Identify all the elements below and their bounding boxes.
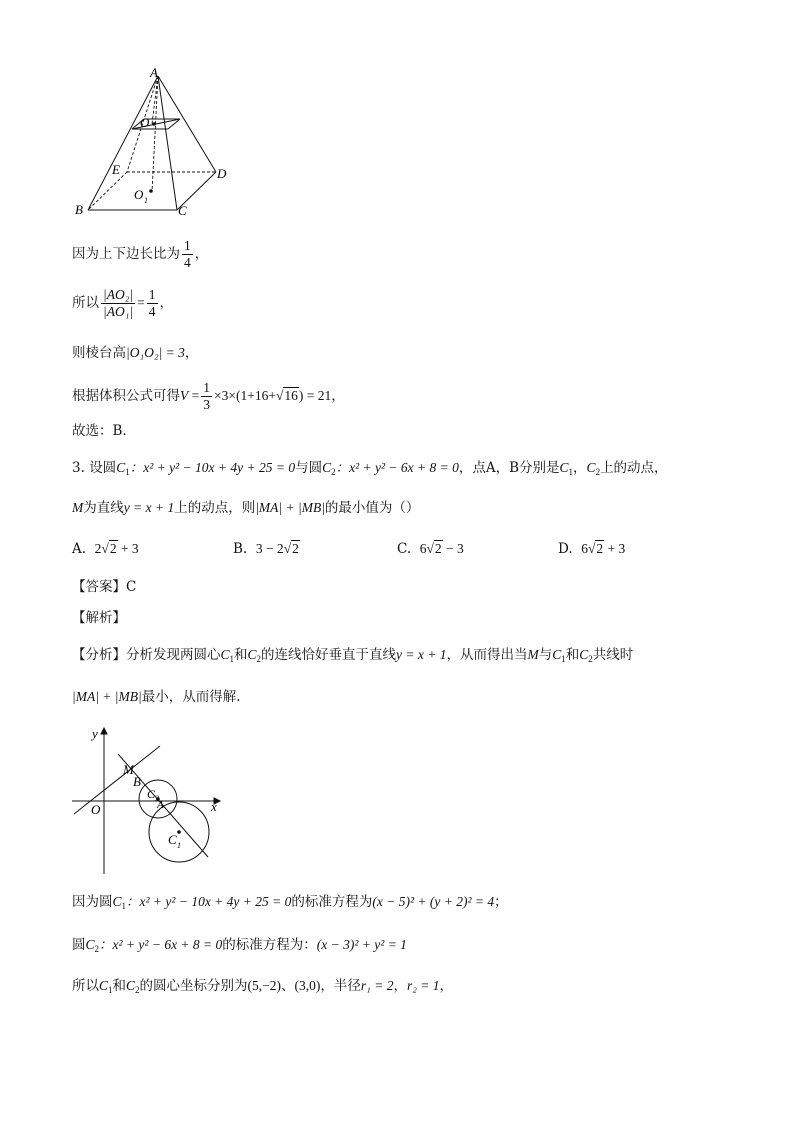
option-d[interactable]: D. 6√2 + 3 [558,541,626,557]
label-B: B [133,774,141,789]
label-B: B [75,202,83,217]
fenxi-line-2: |MA| + |MB|最小，从而得解. [72,689,241,705]
label-C1-sub: 1 [177,841,181,850]
hidden-diag [152,76,158,124]
label-C: C [178,203,187,218]
line-choose: 故选：B． [72,423,136,439]
label-E: E [112,162,120,177]
label-C2: C [147,787,156,801]
label-C1: C [168,832,177,847]
answer-line: 【答案】C [72,579,137,595]
height-line [152,76,158,192]
option-b[interactable]: B. 3 − 2√2 [233,541,299,557]
label-O1-sub: 1 [144,196,148,205]
circles-figure [68,724,228,878]
label-D: D [217,166,227,181]
line-volume: 根据体积公式可得V = $\frac{1}{3}$ ×3×(1+16+√16) = 21， [72,380,345,412]
edge-AD [158,76,216,172]
point-O2 [152,122,156,126]
label-origin: O [91,802,101,817]
label-x: x [211,799,217,814]
point-O1 [149,189,153,193]
question-line-2: M为直线y = x + 1上的动点，则|MA| + |MB|的最小值为（） [72,500,420,516]
line-ratio: 因为上下边长比为 $\frac{1}{4}$ ， [72,238,209,270]
label-A: A [157,799,164,811]
fraction: $\frac{\text{|AO₂|}}{\text{|AO₁|}}$ [103,287,134,319]
label-y: y [92,726,98,741]
fenxi-line-1: 【分析】分析发现两圆心$C_1$和$C_2$的连线恰好垂直于直线y = x + 1，从而得出当M与$C_1$和$C_2$共线时 [72,647,634,664]
edge-AC [158,76,177,210]
y-axis-arrow [101,728,107,734]
label-C2-sub: 2 [155,794,159,803]
solution-line-1: 因为圆$C_1$：x² + y² − 10x + 4y + 25 = 0的标准方程为(x − 5)² + (y + 2)² = 4； [72,894,508,911]
label-A: A [150,65,158,80]
point-c1 [177,830,181,834]
option-c[interactable]: C. 6√2 − 3 [397,541,464,557]
solution-line-3: 所以$C_1$和$C_2$的圆心坐标分别为(5,−2)、(3,0)，半径r₁ = 2，r₂ = 1， [72,978,454,995]
fraction: $\frac{1}{4}$ [184,238,191,270]
label-M: M [123,762,134,777]
label-O1: O [134,187,144,202]
line-so: 所以 $\frac{\text{|AO₂|}}{\text{|AO₁|}}$ = $\frac{1}{4}$ ， [72,287,173,319]
line-height: 则棱台高|O₁O₂| = 3， [72,345,199,361]
fraction: $\frac{1}{3}$ [203,380,210,412]
option-a[interactable]: A. 2√2 + 3 [72,541,139,557]
fraction: $\frac{1}{4}$ [148,287,156,319]
analysis-tag: 【解析】 [72,610,126,626]
pyramid-figure [70,64,240,224]
line-y-eq-x-plus-1 [74,746,160,814]
label-O2: O [140,115,150,130]
question-line-1: 3. 设圆$C_1$：x² + y² − 10x + 4y + 25 = 0与圆$C_2$：x² + y² − 6x + 8 = 0，点A，B分别是$C_1$，$C_2$上的动点， [72,460,668,477]
hidden-edge-EB [88,172,127,210]
edge-AB [88,76,158,210]
solution-line-2: 圆$C_2$：x² + y² − 6x + 8 = 0的标准方程为：(x − 3)² + y² = 1 [72,937,407,954]
